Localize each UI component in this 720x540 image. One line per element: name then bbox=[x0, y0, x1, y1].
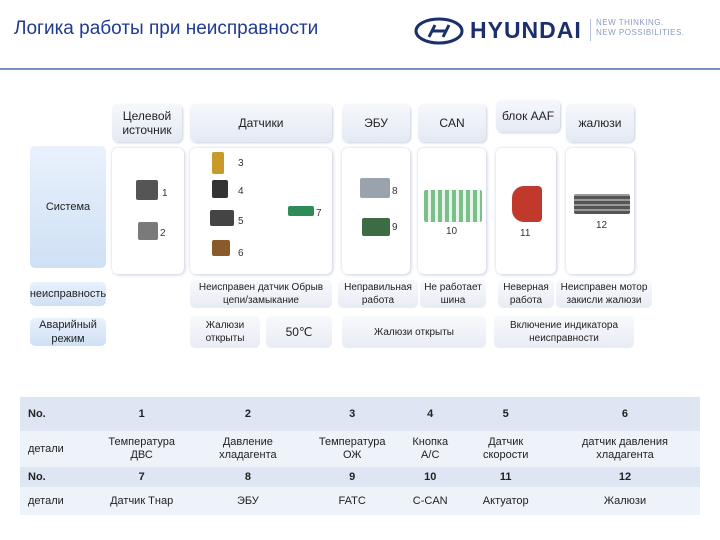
actuator-icon bbox=[512, 186, 542, 222]
tagline-line-1: NEW THINKING. bbox=[596, 18, 664, 27]
legend-number: 3 bbox=[305, 397, 399, 431]
legend-row-numbers-2 bbox=[20, 467, 700, 487]
col-head-source: Целевой источник bbox=[112, 104, 182, 142]
legend-number: 8 bbox=[190, 467, 305, 487]
legend-number: 2 bbox=[190, 397, 305, 431]
col-body-ecu bbox=[342, 148, 410, 274]
emergency-ecu-can: Жалюзи открыты bbox=[342, 316, 486, 348]
row-label-system: Система bbox=[30, 146, 106, 268]
component-number: 2 bbox=[160, 228, 166, 239]
emergency-sensors: Жалюзи открыты bbox=[190, 316, 260, 348]
fault-sensors: Неисправен датчик Обрыв цепи/замыкание bbox=[190, 280, 332, 308]
legend-detail: FATC bbox=[305, 487, 399, 515]
emergency-aaf-shutters: Включение индикатора неисправности bbox=[494, 316, 634, 348]
refrigerant-pressure-sensor-icon bbox=[212, 240, 230, 256]
legend-number: 12 bbox=[550, 467, 700, 487]
temp-sensor-icon bbox=[212, 152, 224, 174]
legend-row-details-2 bbox=[20, 487, 700, 515]
legend-number: 7 bbox=[93, 467, 190, 487]
legend-detail: Температура ОЖ bbox=[305, 431, 399, 467]
component-number: 11 bbox=[520, 228, 531, 239]
legend-number: 11 bbox=[461, 467, 550, 487]
fault-can: Не работает шина bbox=[420, 280, 486, 308]
legend-row-details-1 bbox=[20, 431, 700, 467]
legend-detail: Давление хладагента bbox=[190, 431, 305, 467]
brand-divider bbox=[590, 19, 591, 41]
legend-detail: ЭБУ bbox=[190, 487, 305, 515]
legend-details-label: детали bbox=[20, 487, 93, 515]
legend-detail: Кнопка A/C bbox=[399, 431, 462, 467]
component-number: 3 bbox=[238, 158, 244, 169]
hyundai-logo-icon bbox=[414, 17, 464, 45]
row-label-fault: неисправность bbox=[30, 282, 106, 306]
page-title: Логика работы при неисправности bbox=[14, 18, 319, 39]
legend-table bbox=[20, 397, 700, 515]
component-number: 7 bbox=[316, 208, 322, 219]
legend-row-numbers-1 bbox=[20, 397, 700, 431]
col-body-source bbox=[112, 148, 184, 274]
col-head-sensors: Датчики bbox=[190, 104, 332, 142]
component-number: 9 bbox=[392, 222, 398, 233]
col-head-ecu: ЭБУ bbox=[342, 104, 410, 142]
legend-detail: C-CAN bbox=[399, 487, 462, 515]
legend-no-label: No. bbox=[20, 467, 93, 487]
ecu-module-icon bbox=[360, 178, 390, 198]
ac-button-icon bbox=[212, 180, 228, 198]
brand-tagline bbox=[596, 18, 685, 38]
header-line bbox=[0, 68, 720, 70]
legend-no-label: No. bbox=[20, 397, 93, 431]
can-bus-diagram-icon bbox=[424, 190, 482, 222]
legend-number: 5 bbox=[461, 397, 550, 431]
legend-detail: Датчик скорости bbox=[461, 431, 550, 467]
component-number: 8 bbox=[392, 186, 398, 197]
legend-details-label: детали bbox=[20, 431, 93, 467]
ambient-temp-sensor-icon bbox=[288, 206, 314, 216]
component-number: 5 bbox=[238, 216, 244, 227]
speed-sensor-icon bbox=[210, 210, 234, 226]
legend-number: 1 bbox=[93, 397, 190, 431]
fault-ecu: Неправильная работа bbox=[338, 280, 418, 308]
component-number: 6 bbox=[238, 248, 244, 259]
fault-aaf: Неверная работа bbox=[498, 280, 554, 308]
legend-number: 6 bbox=[550, 397, 700, 431]
legend-detail: Температура ДВС bbox=[93, 431, 190, 467]
legend-number: 4 bbox=[399, 397, 462, 431]
legend-number: 10 bbox=[399, 467, 462, 487]
coolant-temp-sensor-icon bbox=[136, 180, 158, 200]
pressure-sensor-icon bbox=[138, 222, 158, 240]
col-head-aaf: блок AAF bbox=[496, 100, 560, 132]
shutters-icon bbox=[574, 194, 630, 214]
brand-name: HYUNDAI bbox=[470, 17, 582, 43]
component-number: 1 bbox=[162, 188, 168, 199]
col-head-can: CAN bbox=[418, 104, 486, 142]
fault-shutters: Неисправен мотор закисли жалюзи bbox=[556, 280, 652, 308]
component-number: 4 bbox=[238, 186, 244, 197]
emergency-temp: 50℃ bbox=[266, 316, 332, 348]
legend-detail: Датчик Тнар bbox=[93, 487, 190, 515]
component-number: 10 bbox=[446, 226, 458, 237]
legend-number: 9 bbox=[305, 467, 399, 487]
fatc-module-icon bbox=[362, 218, 390, 236]
component-number: 12 bbox=[596, 220, 608, 231]
col-head-shutters: жалюзи bbox=[566, 104, 634, 142]
legend-detail: Жалюзи bbox=[550, 487, 700, 515]
legend-detail: датчик давления хладагента bbox=[550, 431, 700, 467]
legend-detail: Актуатор bbox=[461, 487, 550, 515]
tagline-line-2: NEW POSSIBILITIES. bbox=[596, 28, 685, 37]
row-label-emergency: Аварийный режим bbox=[30, 318, 106, 346]
